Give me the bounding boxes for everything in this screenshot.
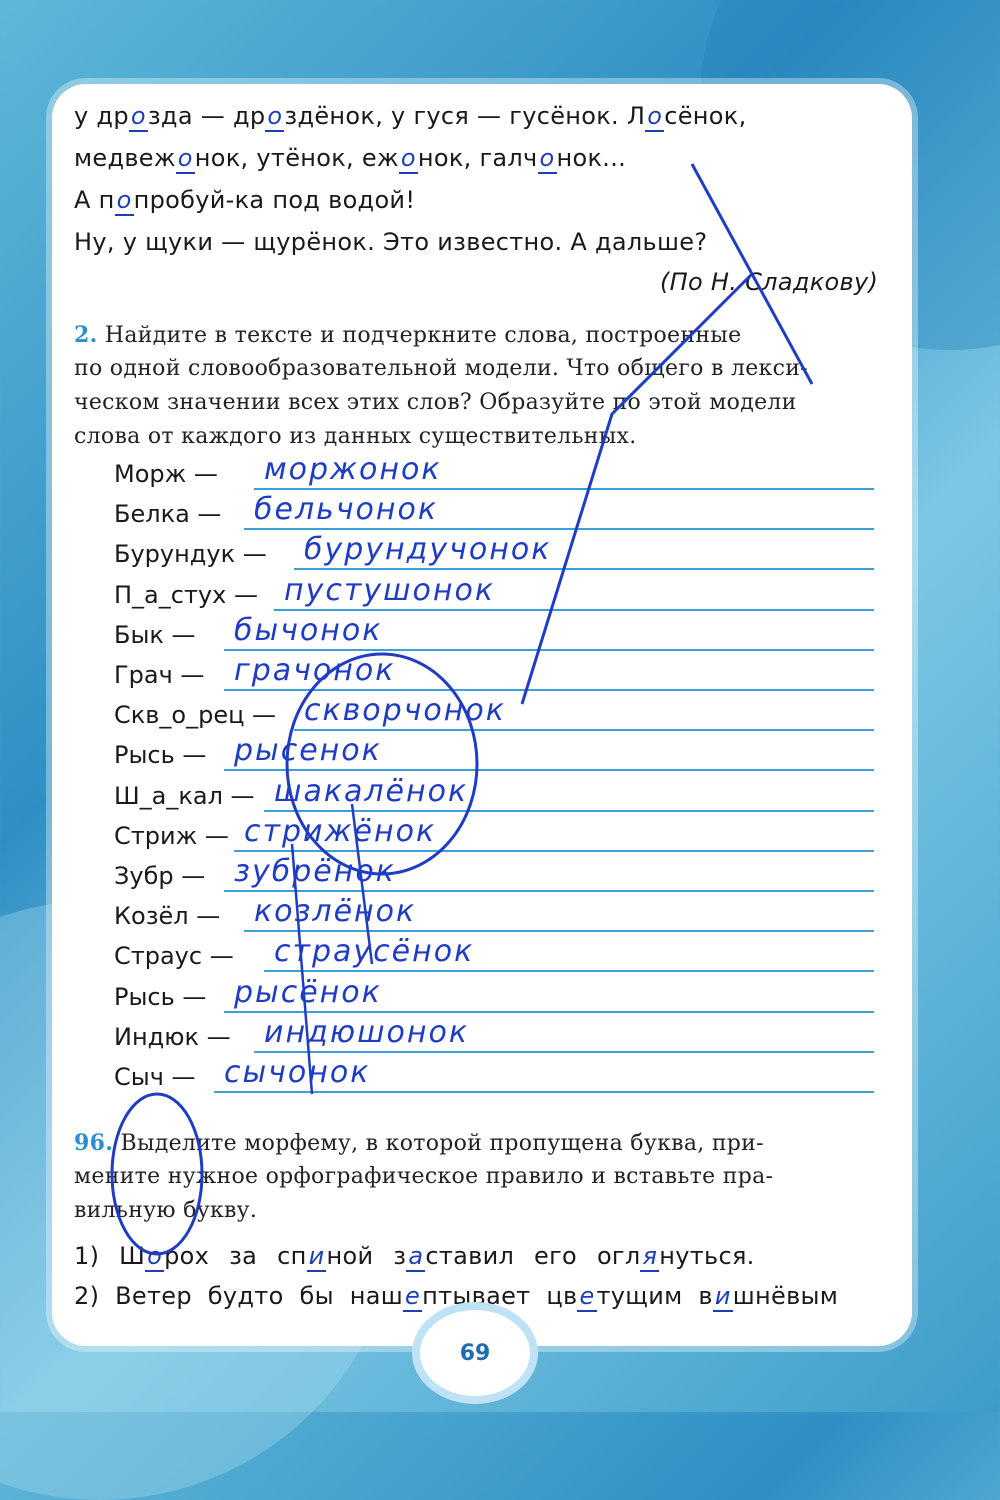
text-fragment: здёнок, у гуся — гусёнок. Л bbox=[284, 102, 646, 130]
text-fragment: нок, утёнок, еж bbox=[194, 144, 399, 172]
text-fragment: 1) Ш bbox=[74, 1242, 146, 1270]
task-number: 96. bbox=[74, 1130, 114, 1156]
handwritten-answer: рысенок bbox=[234, 733, 382, 769]
handwritten-answer: пустушонок bbox=[284, 572, 495, 608]
handwritten-answer: бычонок bbox=[234, 612, 383, 648]
base-word: Рысь — bbox=[114, 982, 207, 1011]
answer-row bbox=[114, 1055, 874, 1097]
text-fragment: медвеж bbox=[74, 144, 176, 172]
answer-line bbox=[224, 769, 874, 771]
text-fragment: нок... bbox=[556, 144, 627, 172]
task-2-line-1 bbox=[74, 322, 741, 348]
answer-line bbox=[214, 1091, 874, 1093]
handwritten-answer: шакалёнок bbox=[274, 773, 469, 809]
filled-letter: о bbox=[539, 144, 555, 172]
text-line-1 bbox=[74, 102, 747, 130]
handwritten-answer: моржонок bbox=[264, 452, 442, 487]
answer-line bbox=[254, 1051, 874, 1053]
answer-line bbox=[274, 609, 874, 611]
answer-row bbox=[114, 813, 874, 856]
text-line-3 bbox=[74, 186, 415, 214]
answer-row bbox=[114, 1014, 874, 1057]
base-word: Ш_а_кал — bbox=[114, 781, 255, 810]
base-word: Страус — bbox=[114, 942, 234, 971]
text-fragment: шнёвым bbox=[732, 1282, 839, 1310]
source-attribution: (По Н. Сладкову) bbox=[660, 268, 879, 296]
answer-row bbox=[114, 773, 874, 816]
answer-line bbox=[254, 488, 874, 490]
handwritten-answer: рысёнок bbox=[234, 974, 382, 1010]
answer-row bbox=[114, 653, 874, 695]
sentence-2 bbox=[74, 1282, 838, 1310]
base-word: Рысь — bbox=[114, 741, 207, 770]
answer-line bbox=[294, 729, 874, 731]
handwritten-answer: страусёнок bbox=[274, 934, 475, 970]
text-line-4: Ну, у щуки — щурёнок. Это известно. А дальше? bbox=[74, 228, 708, 256]
answer-row bbox=[114, 572, 874, 615]
answer-row bbox=[114, 934, 874, 976]
text-fragment: ставил его огл bbox=[425, 1242, 641, 1270]
sentence-1 bbox=[74, 1242, 755, 1270]
text-fragment: зда — др bbox=[147, 102, 266, 130]
answer-line bbox=[224, 689, 874, 691]
filled-letter: о bbox=[400, 144, 416, 172]
filled-letter: о bbox=[116, 186, 132, 214]
text-line-2 bbox=[74, 144, 626, 172]
base-word: Индюк — bbox=[114, 1022, 231, 1051]
task-number: 2. bbox=[74, 322, 98, 348]
handwritten-answer: грачонок bbox=[234, 653, 396, 688]
base-word: Скв_о_рец — bbox=[114, 701, 277, 730]
base-word: Зубр — bbox=[114, 862, 206, 890]
filled-letter: е bbox=[579, 1282, 595, 1310]
text-fragment: птывает цв bbox=[422, 1282, 578, 1310]
answer-row bbox=[114, 974, 874, 1017]
answer-line bbox=[294, 568, 874, 570]
text-fragment: А п bbox=[74, 186, 115, 214]
answer-row bbox=[114, 492, 874, 534]
answer-line bbox=[264, 810, 874, 812]
task-2-line-4: слова от каждого из данных существительных. bbox=[74, 424, 637, 449]
text-fragment: сёнок, bbox=[664, 102, 747, 130]
answer-line bbox=[234, 850, 874, 852]
base-word: Бурундук — bbox=[114, 540, 267, 569]
handwritten-answer: зубрёнок bbox=[234, 854, 396, 889]
handwritten-answer: стрижёнок bbox=[244, 813, 437, 849]
base-word: П_а_стух — bbox=[114, 580, 258, 609]
text-fragment: нок, галч bbox=[417, 144, 538, 172]
base-word: Бык — bbox=[114, 620, 196, 649]
answer-line bbox=[244, 528, 874, 530]
handwritten-answer: бельчонок bbox=[254, 492, 438, 528]
base-word: Козёл — bbox=[114, 902, 221, 931]
text-fragment: 2) Ветер будто бы наш bbox=[74, 1282, 404, 1310]
text-fragment: рох за сп bbox=[164, 1242, 307, 1270]
answer-row bbox=[114, 733, 874, 775]
text-fragment: тущим в bbox=[596, 1282, 713, 1310]
filled-letter: о bbox=[130, 102, 146, 130]
filled-letter: и bbox=[308, 1242, 325, 1270]
answer-row bbox=[114, 532, 874, 574]
answer-row bbox=[114, 612, 874, 655]
page-number: 69 bbox=[459, 1340, 491, 1366]
text-fragment: у др bbox=[74, 102, 129, 130]
handwritten-answer: сычонок bbox=[224, 1055, 371, 1090]
answer-row bbox=[114, 452, 874, 494]
text-fragment: нуться. bbox=[659, 1242, 755, 1270]
answer-row bbox=[114, 854, 874, 896]
answer-line bbox=[224, 890, 874, 892]
answer-line bbox=[264, 970, 874, 972]
handwritten-answer: индюшонок bbox=[264, 1014, 470, 1050]
answer-line bbox=[244, 930, 874, 932]
answer-row bbox=[114, 693, 874, 735]
task-2-line-3: ческом значении всех этих слов? Образуйте по этой модели bbox=[74, 390, 797, 415]
handwritten-answer: бурундучонок bbox=[304, 532, 552, 568]
task-text: Выделите морфему, в которой пропущена буква, при- bbox=[120, 1131, 764, 1156]
page-number-badge bbox=[420, 1310, 530, 1396]
filled-letter: о bbox=[177, 144, 193, 172]
base-word: Грач — bbox=[114, 661, 205, 689]
handwritten-answer: скворчонок bbox=[304, 693, 506, 729]
base-word: Сыч — bbox=[114, 1063, 196, 1091]
task-text: Найдите в тексте и подчеркните слова, построенные bbox=[104, 323, 742, 348]
text-fragment: пробуй-ка под водой! bbox=[133, 186, 416, 214]
answer-row bbox=[114, 894, 874, 936]
filled-letter: и bbox=[714, 1282, 731, 1310]
filled-letter: о bbox=[147, 1242, 163, 1270]
filled-letter: а bbox=[408, 1242, 424, 1270]
task-96-line-1 bbox=[74, 1130, 764, 1156]
base-word: Морж — bbox=[114, 460, 218, 488]
answer-line bbox=[224, 649, 874, 651]
handwritten-answer: козлёнок bbox=[254, 894, 417, 930]
text-fragment: ной з bbox=[326, 1242, 407, 1270]
base-word: Стриж — bbox=[114, 821, 229, 850]
filled-letter: е bbox=[405, 1282, 421, 1310]
filled-letter: я bbox=[642, 1242, 658, 1270]
answer-line bbox=[224, 1011, 874, 1013]
task-96-line-2: мените нужное орфографическое правило и вставьте пра- bbox=[74, 1164, 774, 1189]
workbook-page bbox=[52, 84, 912, 1346]
filled-letter: о bbox=[267, 102, 283, 130]
filled-letter: о bbox=[647, 102, 663, 130]
base-word: Белка — bbox=[114, 500, 222, 529]
task-96-line-3: вильную букву. bbox=[74, 1198, 258, 1223]
task-2-line-2: по одной словообразовательной модели. Что общего в лекси- bbox=[74, 356, 808, 381]
